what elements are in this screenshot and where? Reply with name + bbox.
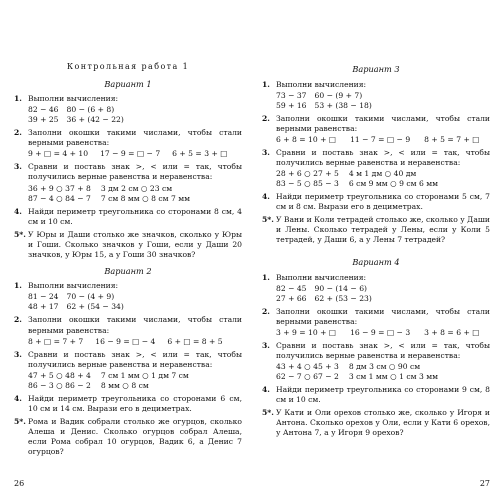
equation-row [28,149,242,159]
task-number: 4. [14,206,22,216]
task-3 [262,148,490,189]
comparison: 87 − 4 ○ 84 − 7 [28,193,91,203]
task-4 [262,385,490,405]
task-5 [14,230,242,260]
task-number: 5*. [262,215,274,225]
task-number: 2. [14,315,22,325]
left-page [14,0,242,500]
expression: 82 − 45 [276,283,307,293]
task-text: У Вани и Коли тетрадей столько же, сколько у Даши и Лены. Сколько тетрадей у Лены, если у Коли 5 тетрадей, у Даши 6, а у Лены 7 тетрадей? [276,215,490,245]
comparison: 83 − 5 ○ 85 − 3 [276,178,339,188]
comparison: 28 + 6 ○ 27 + 5 [276,168,339,178]
task-text: Найди периметр треугольника со сторонами 9 см, 8 см и 10 см. [276,385,490,405]
comparison: 7 см 8 мм ○ 8 см 7 мм [100,193,191,203]
task-number: 1. [14,281,22,291]
task-number: 2. [262,306,270,316]
task-1 [14,281,242,312]
task-3 [14,162,242,203]
calc-grid [28,292,242,312]
task-text: Заполни окошки такими числами, чтобы стали верными равенства: [276,113,490,133]
comparison: 6 см 9 мм ○ 9 см 6 мм [348,178,439,188]
task-text: Найди периметр треугольника со сторонами 5 см, 7 см и 8 см. Вырази его в дециметрах. [276,191,490,211]
expression: 48 + 17 [28,302,59,312]
expression: 62 + (54 − 34) [66,302,124,312]
equation: 6 + □ = 8 + 5 [167,336,223,346]
task-text: Найди периметр треугольника со сторонами 6 см, 10 см и 14 см. Вырази его в дециметрах. [28,393,242,413]
expression: 73 − 37 [276,90,307,100]
task-number: 4. [262,385,270,395]
task-4 [14,207,242,227]
task-text: Выполни вычисления: [28,281,119,291]
expression: 36 + (42 − 22) [66,115,124,125]
variant-heading: Вариант 1 [104,78,152,89]
task-text: Рома и Вадик собрали столько же огурцов, сколько Алеша и Денис. Сколько огурцов собрал Алеша, если Рома собрал 10 огурцов, Вадик 6, а Денис 7 огурцов? [28,416,242,456]
calc-grid [276,284,490,304]
task-text: Найди периметр треугольника со сторонами 8 см, 4 см и 10 см. [28,206,242,226]
equation: 17 − 9 = □ − 7 [100,149,161,159]
task-4 [262,192,490,212]
equation-row [276,328,490,338]
page-number: 27 [479,479,490,489]
task-2 [14,315,242,346]
task-number: 4. [262,191,270,201]
task-number: 1. [262,79,270,89]
variant-heading: Вариант 4 [352,257,400,268]
comparison-grid [276,169,490,189]
task-number: 3. [14,349,22,359]
task-5 [262,408,490,438]
comparison: 86 − 3 ○ 86 − 2 [28,380,91,390]
comparison: 8 мм ○ 8 см [100,380,149,390]
comparison: 36 + 9 ○ 37 + 8 [28,183,91,193]
task-4 [14,394,242,414]
equation: 16 − 9 = □ − 3 [350,327,411,337]
task-number: 5*. [14,416,26,426]
task-5 [14,417,242,457]
task-text: Сравни и поставь знак >, < или = так, чтобы получились верные равенства и неравенства: [28,349,242,369]
expression: 80 − (6 + 8) [66,105,115,115]
task-number: 4. [14,393,22,403]
comparison: 8 дм 3 см ○ 90 см [348,362,421,372]
expression: 27 + 66 [276,293,307,303]
comparison: 43 + 4 ○ 45 + 3 [276,362,339,372]
comparison-grid [28,184,242,204]
task-number: 3. [262,147,270,157]
equation: 11 − 7 = □ − 9 [350,134,411,144]
task-text: Сравни и поставь знак >, < или = так, чтобы получились верные равенства и неравенства: [276,147,490,167]
task-number: 1. [262,272,270,282]
expression: 53 + (38 − 18) [314,100,372,110]
task-text: У Кати и Оли орехов столько же, сколько у Игоря и Антона. Сколько орехов у Оли, если у Кати 6 орехов, у Антона 7, а у Игоря 9 орехов? [276,408,490,438]
expression: 81 − 24 [28,292,59,302]
task-text: Заполни окошки такими числами, чтобы стали верными равенства: [276,306,490,326]
expression: 82 − 46 [28,105,59,115]
expression: 90 − (14 − 6) [314,283,367,293]
calc-grid [276,91,490,111]
task-text: Сравни и поставь знак >, < или = так, чтобы получились верные равенства и неравенства: [28,162,242,182]
task-text: Выполни вычисления: [276,79,367,89]
equation: 3 + 9 = 10 + □ [276,327,337,337]
equation: 8 + □ = 7 + 7 [28,336,84,346]
task-2 [262,114,490,145]
task-text: Заполни окошки такими числами, чтобы стали верными равенства: [28,128,242,148]
task-text: Выполни вычисления: [28,94,119,104]
task-number: 5*. [14,229,26,239]
equation: 16 − 9 = □ − 4 [95,336,156,346]
equation-row [28,337,242,347]
task-number: 2. [14,128,22,138]
task-2 [14,128,242,159]
task-number: 3. [14,162,22,172]
equation: 6 + 8 = 10 + □ [276,134,337,144]
variant-heading: Вариант 2 [104,265,152,276]
expression: 70 − (4 + 9) [66,292,115,302]
comparison: 3 дм 2 см ○ 23 см [100,183,173,193]
task-text: Выполни вычисления: [276,272,367,282]
task-text: Заполни окошки такими числами, чтобы стали верными равенства: [28,315,242,335]
task-3 [14,350,242,391]
task-1 [262,273,490,304]
calc-grid [28,105,242,125]
equation-row [276,135,490,145]
task-number: 5*. [262,408,274,418]
equation: 8 + 5 = 7 + □ [424,134,480,144]
expression: 39 + 25 [28,115,59,125]
task-text: У Юры и Даши столько же значков, сколько у Юры и Гоши. Сколько значков у Гоши, если у Даши 20 значков, у Юры 15, а у Гоши 30 значков? [28,229,242,259]
comparison: 4 м 1 дм ○ 40 дм [348,168,417,178]
comparison-grid [28,371,242,391]
task-number: 3. [262,340,270,350]
equation: 9 + □ = 4 + 10 [28,149,89,159]
equation: 3 + 8 = 6 + □ [424,327,480,337]
expression: 60 − (9 + 7) [314,90,363,100]
test-title: Контрольная работа 1 [66,62,190,71]
task-2 [262,307,490,338]
task-number: 2. [262,113,270,123]
task-1 [262,80,490,111]
task-1 [14,94,242,125]
task-5 [262,215,490,245]
task-3 [262,341,490,382]
expression: 59 + 16 [276,100,307,110]
right-page [262,0,490,500]
comparison: 7 см 1 мм ○ 1 дм 7 см [100,370,189,380]
expression: 62 + (53 − 23) [314,293,372,303]
task-number: 1. [14,94,22,104]
comparison: 3 см 1 мм ○ 1 см 3 мм [348,372,439,382]
equation: 6 + 5 = 3 + □ [172,149,228,159]
task-text: Сравни и поставь знак >, < или = так, чтобы получились верные равенства и неравенства: [276,340,490,360]
comparison-grid [276,362,490,382]
page-number: 26 [14,479,25,489]
comparison: 62 − 7 ○ 67 − 2 [276,372,339,382]
comparison: 47 + 5 ○ 48 + 4 [28,370,91,380]
variant-heading: Вариант 3 [352,64,400,74]
